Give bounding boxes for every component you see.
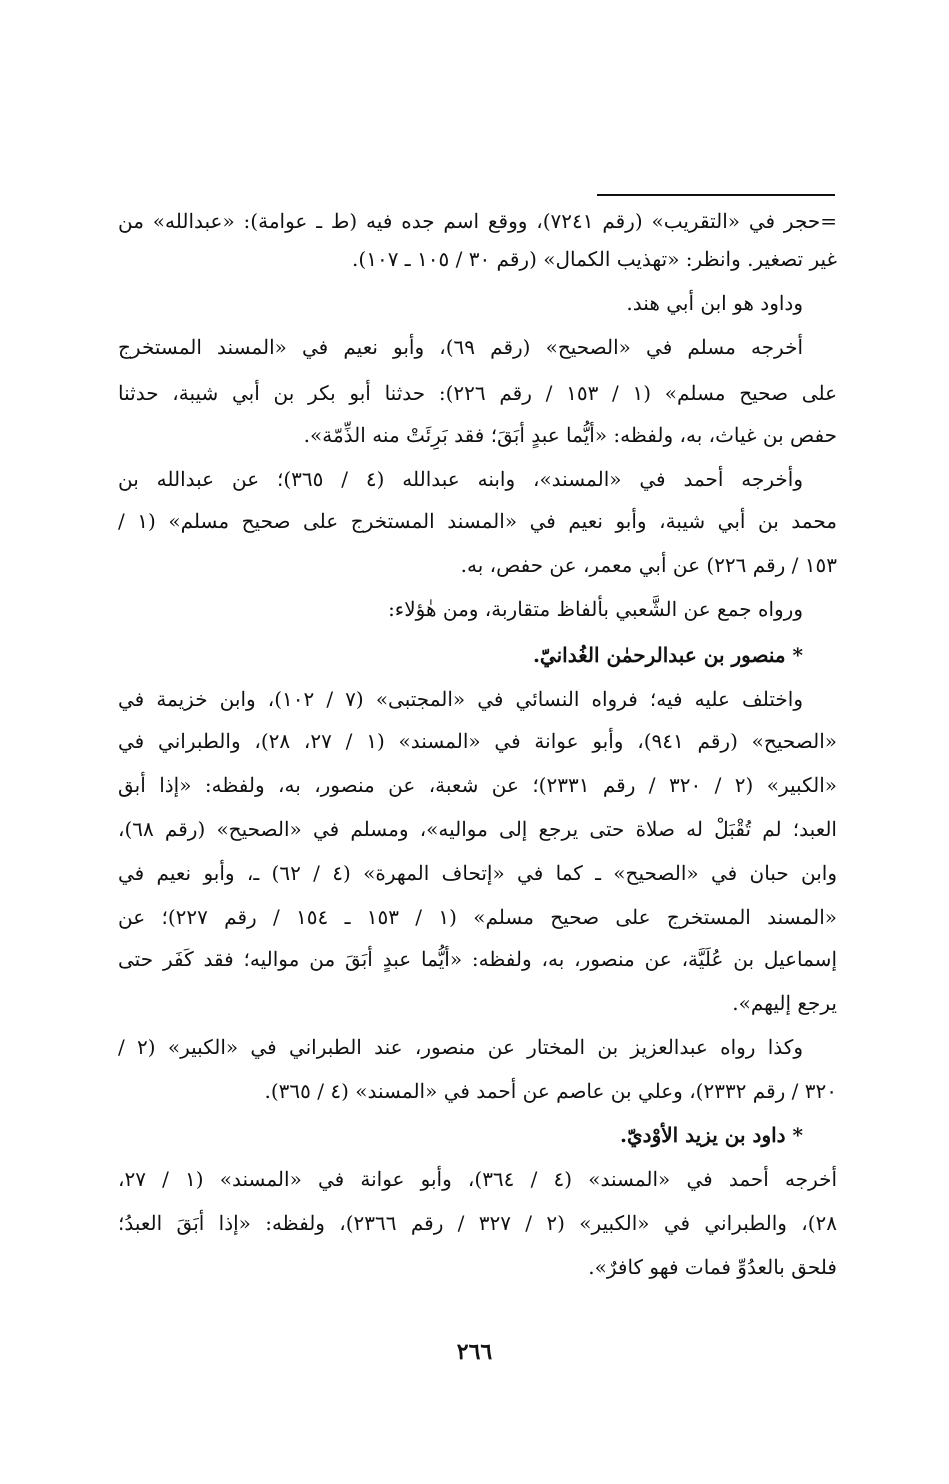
footnote-line: على صحيح مسلم» (١ / ١٥٣ / رقم ٢٢٦): حدثنا أبو بكر بن أبي شيبة، حدثنا (118, 381, 837, 405)
section-heading-dawud: * داود بن يزيد الأوْديّ. (620, 1123, 803, 1147)
footnote-line: ٢٨)، والطبراني في «الكبير» (٢ / ٣٢٧ / رقم ٢٣٦٦)، ولفظه: «إذا أبَقَ العبدُ؛ (118, 1211, 837, 1235)
footnote-line: إسماعيل بن عُلَيَّة، عن منصور، به، ولفظه: «أيُّما عبدٍ أبَقَ من مواليه؛ فقد كَفَر حتى (118, 947, 837, 971)
footnote-line: وابن حبان في «الصحيح» ـ كما في «إتحاف المهرة» (٤ / ٦٢) ـ، وأبو نعيم في (118, 861, 837, 885)
footnote-separator-rule (597, 194, 835, 196)
footnote-line: «الكبير» (٢ / ٣٢٠ / رقم ٢٣٣١)؛ عن شعبة، عن منصور، به، ولفظه: «إذا أبق (118, 773, 837, 797)
footnote-line: أخرجه مسلم في «الصحيح» (رقم ٦٩)، وأبو نعيم في «المسند المستخرج (118, 335, 804, 359)
page-number: ٢٦٦ (456, 1339, 493, 1365)
footnote-line: ١٥٣ / رقم ٢٢٦) عن أبي معمر، عن حفص، به. (460, 553, 837, 577)
footnote-line: واختلف عليه فيه؛ فرواه النسائي في «المجتبى» (٧ / ١٠٢)، وابن خزيمة في (118, 687, 803, 711)
footnote-line: فلحق بالعدُوِّ فمات فهو كافرٌ». (588, 1255, 837, 1279)
footnote-line: أخرجه أحمد في «المسند» (٤ / ٣٦٤)، وأبو عوانة في «المسند» (١ / ٢٧، (118, 1167, 837, 1191)
footnote-line: غير تصغير. وانظر: «تهذيب الكمال» (رقم ٣٠ / ١٠٥ ـ ١٠٧). (352, 247, 837, 271)
footnote-line: ٣٢٠ / رقم ٢٣٣٢)، وعلي بن عاصم عن أحمد في «المسند» (٤ / ٣٦٥). (264, 1079, 837, 1103)
footnote-line: «المسند المستخرج على صحيح مسلم» (١ / ١٥٣ ـ ١٥٤ / رقم ٢٢٧)؛ عن (118, 905, 837, 929)
footnote-line: العبد؛ لم تُقْبَلْ له صلاة حتى يرجع إلى مواليه»، ومسلم في «الصحيح» (رقم ٦٨)، (118, 817, 837, 841)
footnote-line: وداود هو ابن أبي هند. (626, 291, 803, 315)
footnote-line: ورواه جمع عن الشَّعبي بألفاظ متقاربة، ومن هٰؤلاء: (388, 597, 803, 621)
footnote-line: =حجر في «التقريب» (رقم ٧٢٤١)، ووقع اسم جده فيه (ط ـ عوامة): «عبدالله» من (118, 209, 837, 233)
footnote-line: محمد بن أبي شيبة، وأبو نعيم في «المسند المستخرج على صحيح مسلم» (١ / (118, 509, 837, 533)
section-heading-mansur: * منصور بن عبدالرحمٰن الغُدانيّ. (532, 643, 803, 667)
footnote-line: «الصحيح» (رقم ٩٤١)، وأبو عوانة في «المسند» (١ / ٢٧، ٢٨)، والطبراني في (118, 729, 837, 753)
footnote-line: حفص بن غياث، به، ولفظه: «أيُّما عبدٍ أبَقَ؛ فقد بَرِئَتْ منه الذِّمّة». (303, 423, 837, 447)
footnote-line: وأخرجه أحمد في «المسند»، وابنه عبدالله (٤ / ٣٦٥)؛ عن عبدالله بن (118, 467, 803, 491)
footnote-line: يرجع إليهم». (732, 991, 837, 1015)
footnote-line: وكذا رواه عبدالعزيز بن المختار عن منصور، عند الطبراني في «الكبير» (٢ / (118, 1035, 803, 1059)
